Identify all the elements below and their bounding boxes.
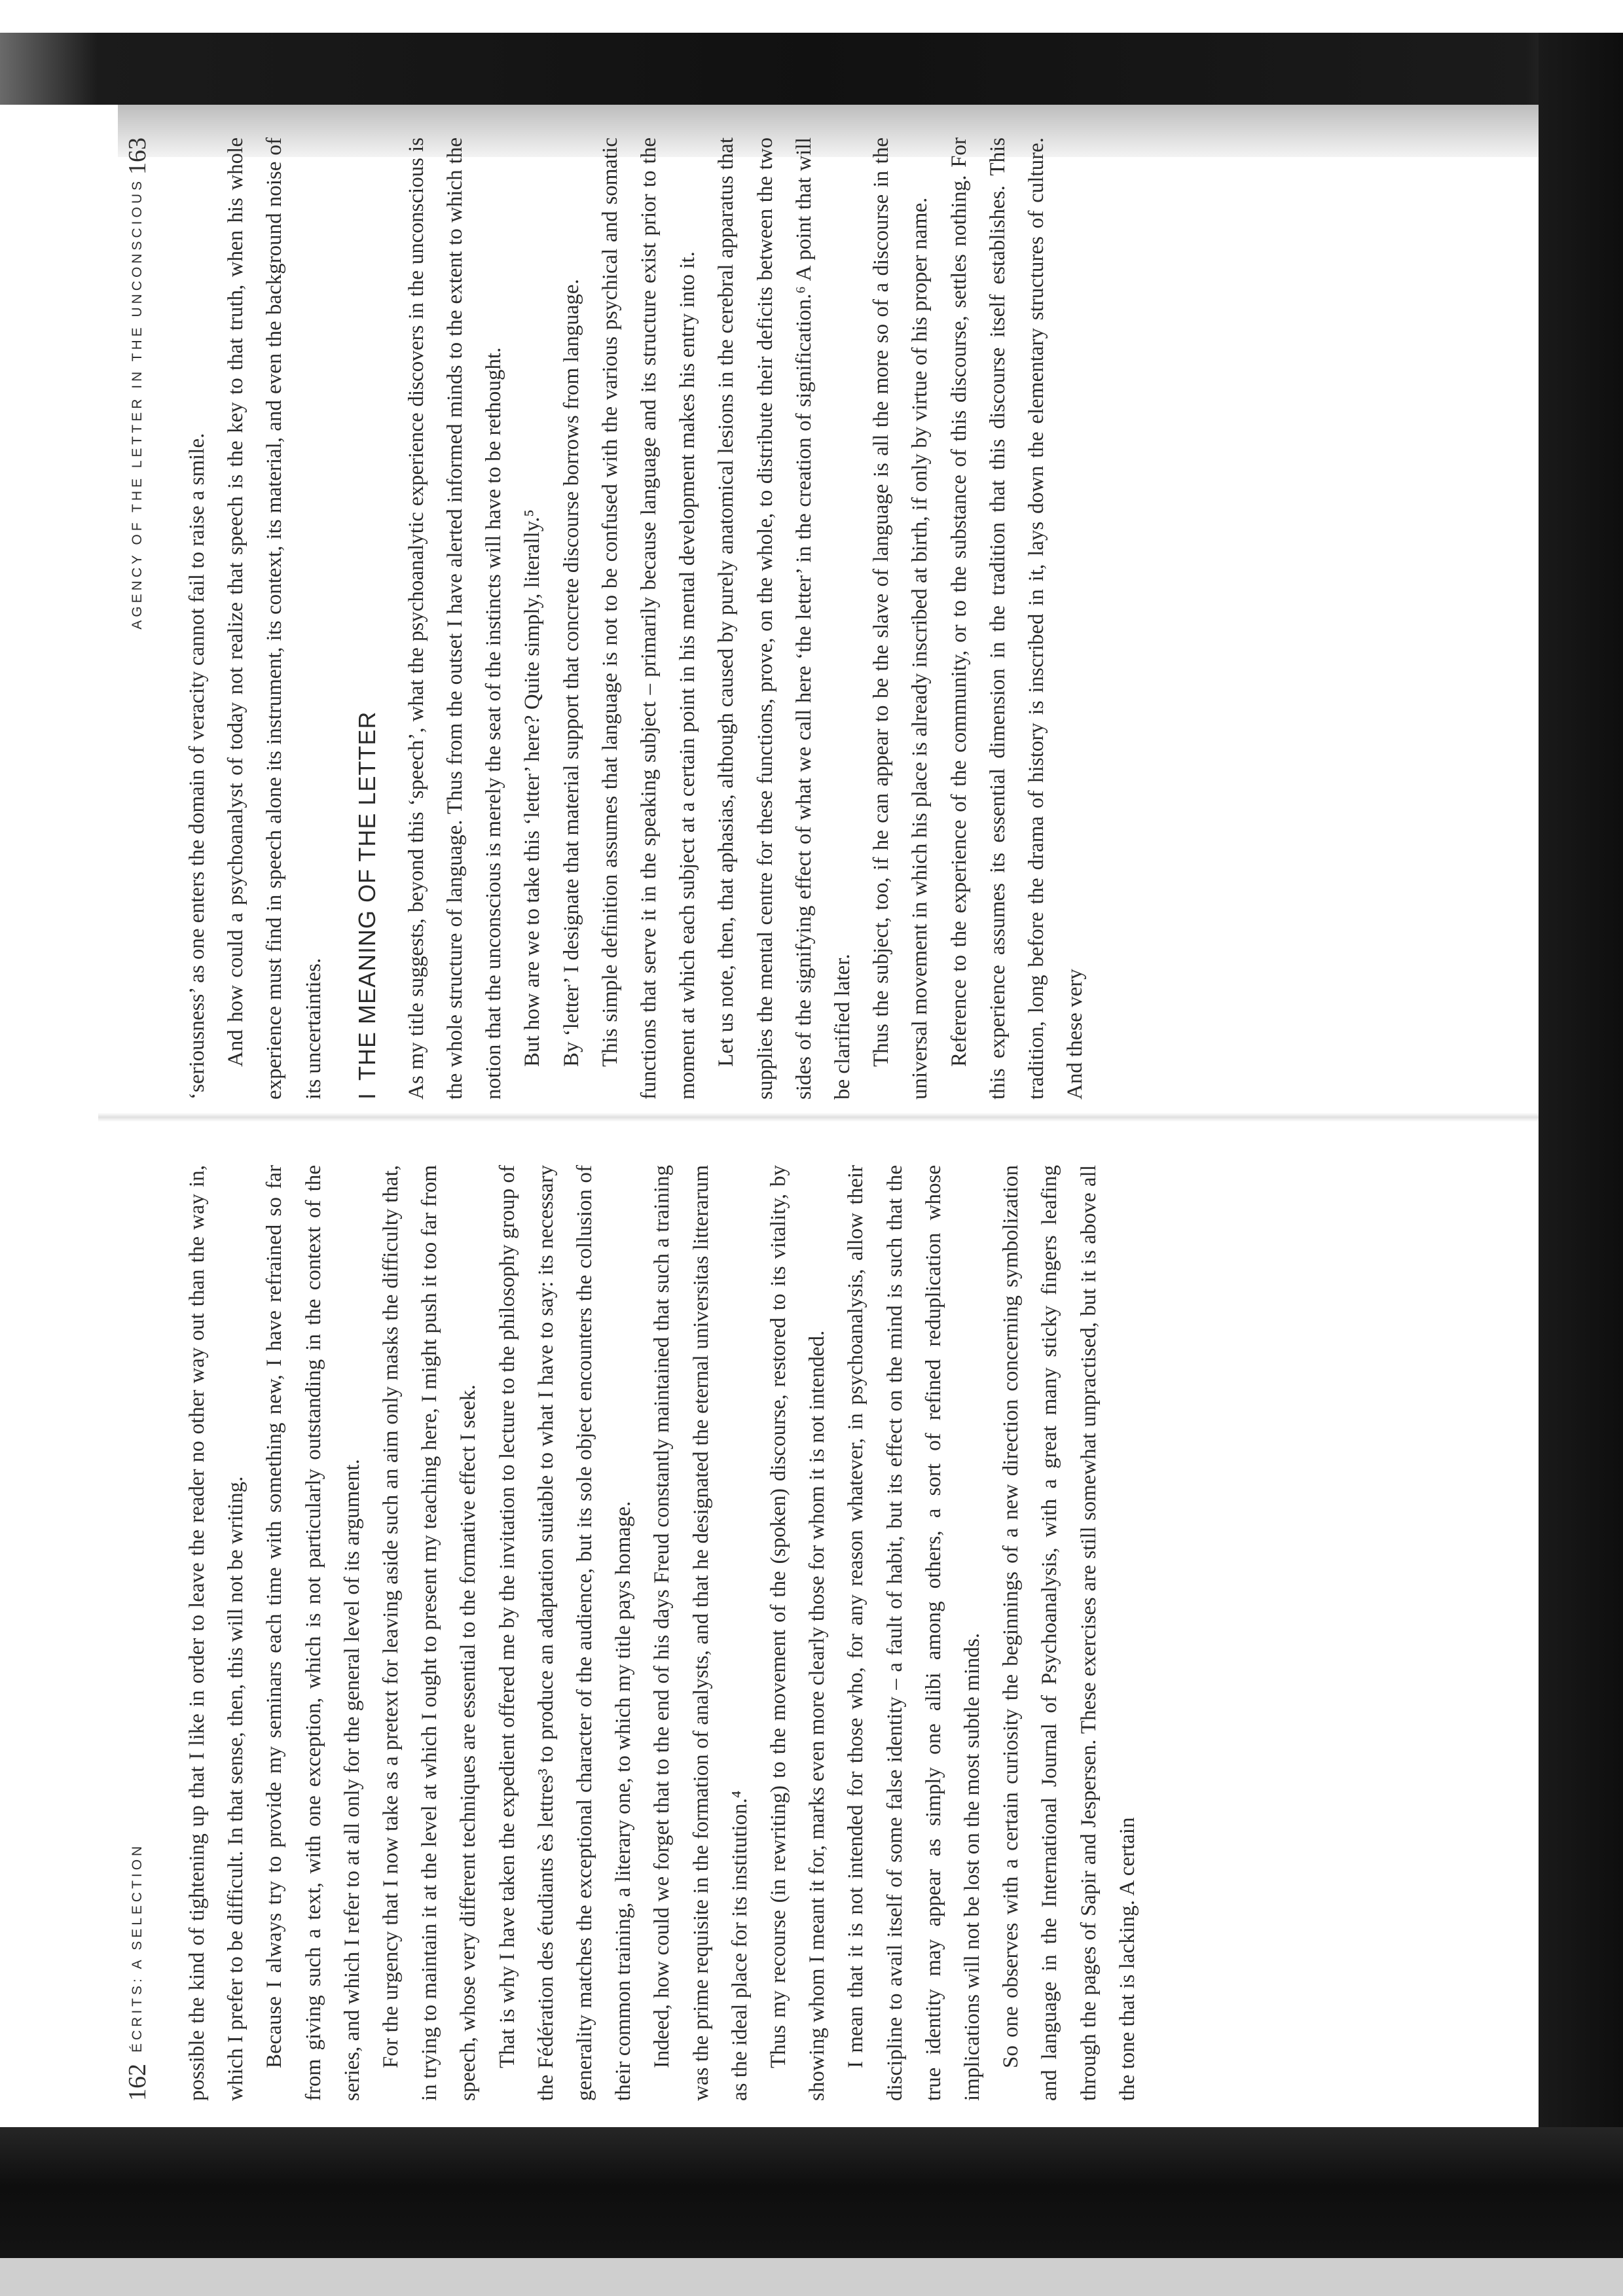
paragraph: And how could a psychoanalyst of today not realize that speech is the key to that truth, when his whole experience must find in speech alone its instrument, its context, its material, and even the background noise of its uncertainties. <box>224 137 325 1100</box>
running-head-title: AGENCY OF THE LETTER IN THE UNCONSCIOUS <box>130 178 145 630</box>
paragraph: As my title suggests, beyond this ‘speech’, what the psychoanalytic experience discovers in the unconscious is the whole structure of language. Thus from the outset I have alerted informed minds to the extent to which the notion that the unconscious is merely the seat of the instincts will have to be rethought. <box>404 137 506 1100</box>
scan-border-top <box>0 33 1623 105</box>
paragraph: I mean that it is not intended for those who, for any reason whatever, in psychoanalysis, allow their discipline to avail itself of some false identity – a fault of habit, but its effect on the mind is such that the true identity may appear as simply one alibi among others, a sort of refined reduplication whose implications will not be lost on the most subtle minds. <box>844 1165 985 2101</box>
running-head <box>118 1165 157 2101</box>
paragraph: Because I always try to provide my seminars each time with something new, I have refrained so far from giving such a text, with one exception, which is not particularly outstanding in the context of the series, and which I refer to at all only for the general level of its argument. <box>263 1165 364 2101</box>
paragraph: Reference to the experience of the community, or to the substance of this discourse, settles nothing. For this experience assumes its essential dimension in the tradition that this discourse itself establishes. This tradition, long before the drama of history is inscribed in it, lays down the elementary structures of culture. And these very <box>947 137 1087 1100</box>
section-title: THE MEANING OF THE LETTER <box>353 711 380 1081</box>
paragraph: That is why I have taken the expedient offered me by the invitation to lecture to the philosophy group of the Fédération des étudiants ès lettres³ to produce an adaptation suitable to what I have to say: its necessary generality matches the exceptional character of the audience, but its sole object encounters the collusion of their common training, a literary one, to which my title pays homage. <box>495 1165 636 2101</box>
paragraph: But how are we to take this ‘letter’ here? Quite simply, literally.⁵ <box>520 509 545 1067</box>
left-page <box>118 1165 1519 2101</box>
page-body <box>178 137 1095 1100</box>
paragraph: For the urgency that I now take as a pretext for leaving aside such an aim only masks the difficulty that, in trying to maintain it at the level at which I ought to present my teaching here, I might push it too far from speech, whose very different techniques are essential to the formative effect I seek. <box>379 1165 481 2101</box>
page-number: 162 <box>124 2064 151 2101</box>
book-gutter <box>98 1113 1539 1122</box>
running-head <box>118 137 157 1100</box>
paragraph: By ‘letter’ I designate that material support that concrete discourse borrows from language. <box>559 279 583 1067</box>
paragraph: ‘seriousness’ as one enters the domain of veracity cannot fail to raise a smile. <box>185 433 209 1100</box>
paragraph: Thus the subject, too, if he can appear to be the slave of language is all the more so of a discourse in the universal movement in which his place is already inscribed at birth, if only by virtue of his proper name. <box>869 137 932 1100</box>
paragraph: Thus my recourse (in rewriting) to the movement of the (spoken) discourse, restored to its vitality, by showing whom I meant it for, marks even more clearly those for whom it is not intended. <box>767 1165 830 2101</box>
page-number: 163 <box>124 137 151 175</box>
section-number: I <box>353 1092 380 1100</box>
paragraph: Indeed, how could we forget that to the end of his days Freud constantly maintained that such a training was the prime requisite in the formation of analysts, and that he designated the eternal universitas litterarum as the ideal place for its institution.⁴ <box>650 1165 752 2101</box>
paragraph: Let us note, then, that aphasias, although caused by purely anatomical lesions in the cerebral apparatus that supplies the mental centre for these functions, prove, on the whole, to distribute their deficits between the two sides of the signifying effect of what we call here ‘the letter’ in the creation of signification.⁶ A point that will be clarified later. <box>714 137 855 1100</box>
page-body <box>178 1165 1147 2101</box>
section-heading <box>350 137 384 1100</box>
running-head-title: ÉCRITS: A SELECTION <box>130 1842 145 2053</box>
scan-bottom-edge <box>0 2258 1623 2296</box>
right-page <box>118 137 1519 1100</box>
scan-border-bottom <box>0 2127 1623 2258</box>
scan-border-right <box>1539 33 1623 2147</box>
paragraph: This simple definition assumes that language is not to be confused with the various psychical and somatic functions that serve it in the speaking subject – primarily because language and its structure exist prior to the moment at which each subject at a certain point in his mental development makes his entry into it. <box>598 137 700 1100</box>
paragraph: So one observes with a certain curiosity the beginnings of a new direction concerning symbolization and language in the International Journal of Psychoanalysis, with a great many sticky fingers leafing through the pages of Sapir and Jespersen. These exercises are still somewhat unpractised, but it is above all the tone that is lacking. A certain <box>999 1165 1139 2101</box>
paragraph: possible the kind of tightening up that I like in order to leave the reader no other way out than the way in, which I prefer to be difficult. In that sense, then, this will not be writing. <box>185 1165 248 2101</box>
